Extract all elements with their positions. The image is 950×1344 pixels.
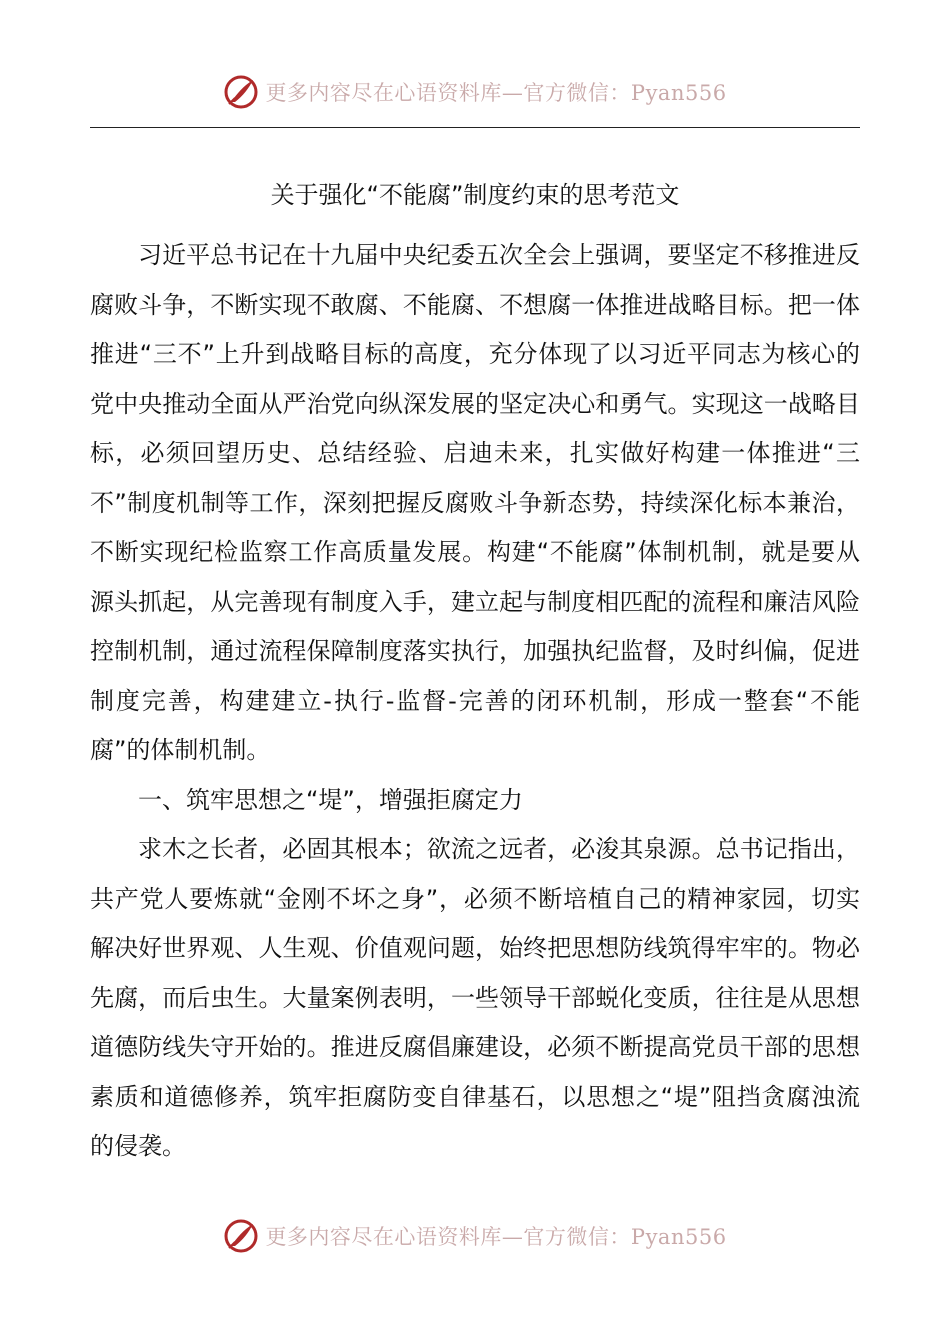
footer-watermark xyxy=(0,1214,950,1258)
text-line: 党中央推动全面从严治党向纵深发展的坚定决心和勇气。实现这一战略目 xyxy=(90,390,860,418)
text-line: 控制机制，通过流程保障制度落实执行，加强执纪监督，及时纠偏，促进 xyxy=(90,637,860,665)
quill-logo-icon xyxy=(223,74,259,110)
header-watermark xyxy=(0,70,950,114)
text-line: 标，必须回望历史、总结经验、启迪未来，扎实做好构建一体推进“三 xyxy=(90,439,860,467)
text-line: 解决好世界观、人生观、价值观问题，始终把思想防线筑得牢牢的。物必 xyxy=(90,934,860,962)
text-line: 源头抓起，从完善现有制度入手，建立起与制度相匹配的流程和廉洁风险 xyxy=(90,588,860,616)
text-line: 道德防线失守开始的。推进反腐倡廉建设，必须不断提高党员干部的思想 xyxy=(90,1033,860,1061)
text-line: 共产党人要炼就“金刚不坏之身”，必须不断培植自己的精神家园，切实 xyxy=(90,885,860,913)
text-line: 求木之长者，必固其根本；欲流之远者，必浚其泉源。总书记指出， xyxy=(138,835,860,863)
watermark-text: 更多内容尽在心语资料库—官方微信：Pyan556 xyxy=(265,1225,727,1249)
header-divider xyxy=(90,127,860,128)
text-line: 不”制度机制等工作，深刻把握反腐败斗争新态势，持续深化标本兼治， xyxy=(90,489,860,517)
text-line: 腐败斗争，不断实现不敢腐、不能腐、不想腐一体推进战略目标。把一体 xyxy=(90,291,860,319)
quill-logo-icon xyxy=(223,1218,259,1254)
text-line: 素质和道德修养，筑牢拒腐防变自律基石，以思想之“堤”阻挡贪腐浊流 xyxy=(90,1083,860,1111)
text-line: 腐”的体制机制。 xyxy=(90,736,271,764)
text-line: 先腐，而后虫生。大量案例表明，一些领导干部蜕化变质，往往是从思想 xyxy=(90,984,860,1012)
section-heading: 一、筑牢思想之“堤”，增强拒腐定力 xyxy=(138,786,523,814)
text-line: 习近平总书记在十九届中央纪委五次全会上强调，要坚定不移推进反 xyxy=(138,241,860,269)
text-line: 不断实现纪检监察工作高质量发展。构建“不能腐”体制机制，就是要从 xyxy=(90,538,860,566)
document-title: 关于强化“不能腐”制度约束的思考范文 xyxy=(270,181,680,209)
text-line: 的侵袭。 xyxy=(90,1132,186,1160)
watermark-text: 更多内容尽在心语资料库—官方微信：Pyan556 xyxy=(265,81,727,105)
text-line: 制度完善，构建建立-执行-监督-完善的闭环机制，形成一整套“不能 xyxy=(90,687,860,715)
text-line: 推进“三不”上升到战略目标的高度，充分体现了以习近平同志为核心的 xyxy=(90,340,860,368)
